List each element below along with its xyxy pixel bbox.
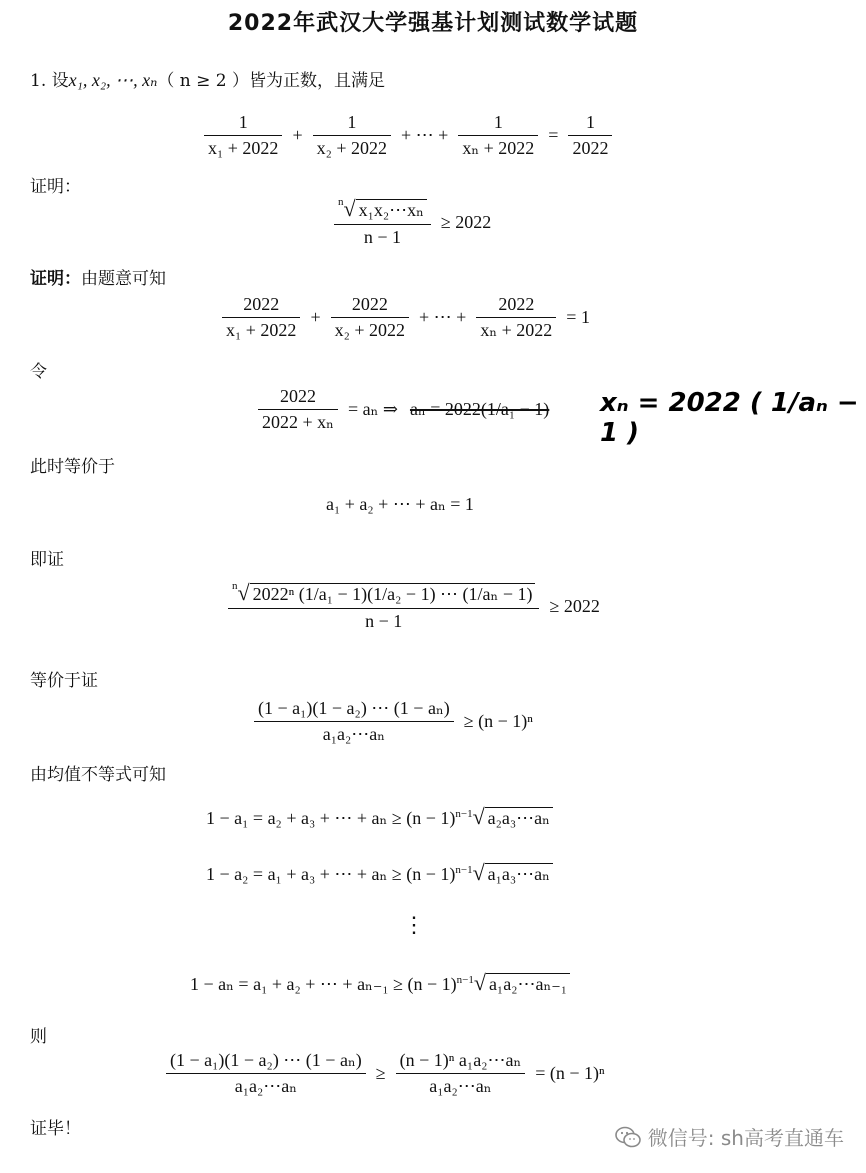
- to-prove-equation: $\frac{^n√ 2022^n (1/a_1 - 1)(1/a_2 - 1) \cdots (1/a_n - 1)}{n - 1}$ ≥ 2022: [224, 580, 606, 632]
- proof-intro: 证明：由题意可知: [30, 269, 166, 289]
- struck-out-text: aₙ = 2022(1/a₁ − 1): [409, 399, 550, 419]
- equiv-label: 此时等价于: [30, 457, 115, 477]
- final-inequality: $\frac{\text{(1 − a₁)(1 − a₂) ⋯ (1 − aₙ)}}{\text{a₁a₂⋯aₙ}}$ ≥ $\frac{\text{(n − 1)ⁿ a₁a₂⋯aₙ}}{\text{a₁a₂⋯aₙ}}$ = (n − 1)ⁿ: [162, 1050, 611, 1097]
- amgm-label: 由均值不等式可知: [30, 765, 166, 785]
- vertical-ellipsis: ⋮: [403, 912, 425, 937]
- equation-sum-normalized: $\frac{2022}{\text{x₁ + 2022}}$ + $\frac{2022}{\text{x₂ + 2022}}$ + ⋯ + $\frac{2022}{\text{xₙ + 2022}}$ = 1: [218, 294, 596, 341]
- amgm-inequality-n: 1 − aₙ = a₁ + a₂ + ⋯ + $a_{n-1} \ge (n - 1)^{n-1}√$ a₁a₂⋯aₙ₋₁: [190, 970, 570, 996]
- prove-equation: $\frac{^n√ x_1x_2\cdots x_n}{n - 1}$ ≥ 2022: [330, 196, 497, 248]
- handwritten-note: xₙ = 2022 ( 1/aₙ − 1 ): [600, 388, 859, 448]
- amgm-inequality-2: 1 − a₂ = a₁ + a₃ + ⋯ + $a_n \ge (n - 1)^{n-1}√$ a₁a₃⋯aₙ: [206, 860, 553, 886]
- qed-label: 证毕！: [30, 1119, 81, 1139]
- amgm-inequality-1: 1 − a₁ = a₂ + a₃ + ⋯ + $a_n \ge (n - 1)^{n-1}√$ a₂a₃⋯aₙ: [206, 804, 553, 830]
- substitution-equation: $\frac{2022}{\text{2022 + xₙ}}$ = aₙ ⇒ aₙ = 2022(1/a₁ − 1): [254, 386, 555, 433]
- equiv-prove-label: 等价于证: [30, 671, 98, 691]
- page-title: 2022年武汉大学强基计划测试数学试题: [227, 11, 639, 36]
- wechat-icon: [614, 1126, 642, 1148]
- watermark-text: 微信号: sh高考直通车: [647, 1126, 844, 1150]
- let-label: 令: [30, 362, 47, 382]
- problem-statement: 1. 设x₁, x₂, ⋯, xₙ（ n ≥ 2 ）皆为正数，且满足: [30, 70, 386, 91]
- given-equation: $\frac{1}{\text{x₁ + 2022}}$ + $\frac{1}{\text{x₂ + 2022}}$ + ⋯ + $\frac{1}{\text{xₙ + 2022}}$ = $\frac{1}{2022}$: [200, 112, 616, 159]
- then-label: 则: [30, 1027, 47, 1047]
- to-prove-label: 即证: [30, 550, 64, 570]
- equivalent-inequality: $\frac{\text{(1 − a₁)(1 − a₂) ⋯ (1 − aₙ)}}{\text{a₁a₂⋯aₙ}}$ ≥ (n − 1)ⁿ: [250, 698, 539, 745]
- prove-label: 证明：: [30, 177, 81, 197]
- sum-equation: a₁ + a₂ + ⋯ + aₙ = 1: [326, 494, 474, 514]
- wechat-watermark: [614, 1122, 844, 1151]
